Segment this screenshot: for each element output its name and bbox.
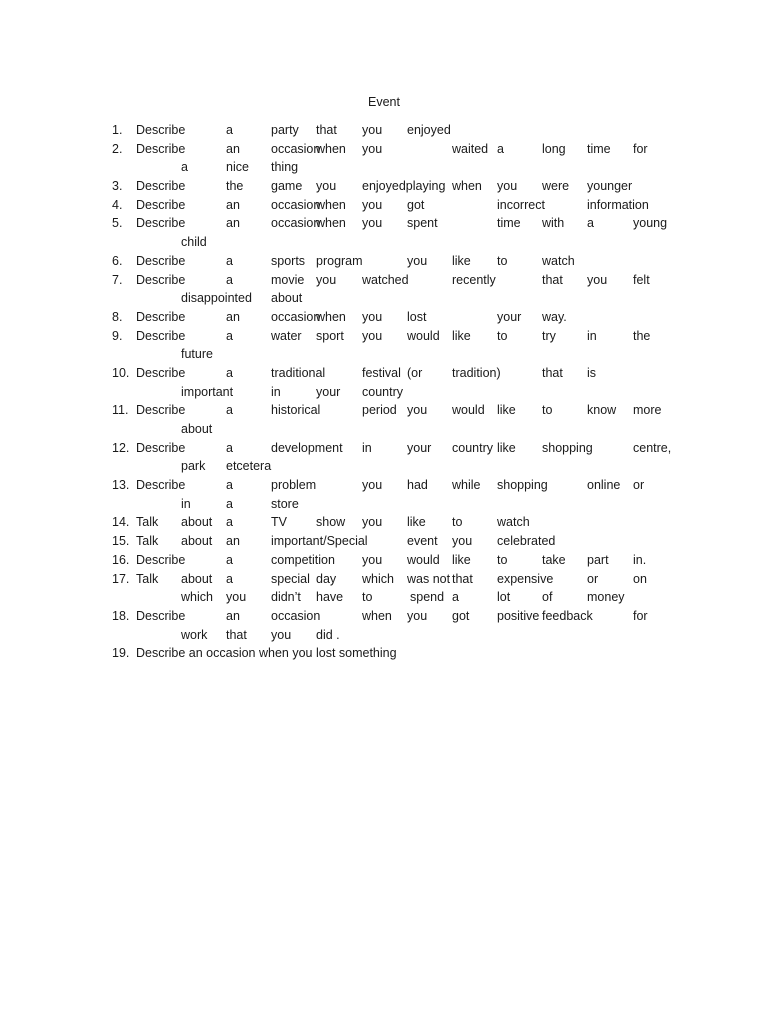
list-item-word: you <box>316 179 337 194</box>
list-item-word: way. <box>542 309 567 324</box>
list-item-continuation-line <box>0 158 768 177</box>
list-item-word: would <box>407 328 440 343</box>
list-item-word: to <box>497 328 508 343</box>
list-item-word: Describe <box>136 309 186 324</box>
list-item-word: you <box>362 309 383 324</box>
list-item-number: 2. <box>112 141 123 156</box>
list-item-word: money <box>587 590 625 605</box>
list-item-word: celebrated <box>497 534 556 549</box>
list-item-number: 9. <box>112 328 123 343</box>
list-item-word: incorrect <box>497 197 545 212</box>
list-item-word: that <box>226 627 247 642</box>
list-item-word: a <box>587 216 594 231</box>
list-item-word: like <box>452 552 471 567</box>
list-item-word: you <box>407 253 428 268</box>
list-item-word: Describe <box>136 478 186 493</box>
list-item-word: in <box>271 384 281 399</box>
list-item-word: you <box>407 403 428 418</box>
list-item-line <box>0 308 768 327</box>
list-item-word: with <box>542 216 565 231</box>
list-item-word: you <box>316 272 337 287</box>
list-item-word: game <box>271 179 303 194</box>
list-item-line <box>0 439 768 458</box>
list-item-word: a <box>181 160 188 175</box>
list-item-word: enjoyedplaying <box>362 179 446 194</box>
list-item-word: to <box>497 552 508 567</box>
list-item-word: an <box>226 309 240 324</box>
list-item-word: occasion <box>271 197 321 212</box>
list-item-word: you <box>362 478 383 493</box>
list-item-word: positive <box>497 608 540 623</box>
list-item-word: country <box>452 440 493 455</box>
list-item <box>0 551 768 570</box>
list-item-line <box>0 401 768 420</box>
list-item-word: centre, <box>633 440 672 455</box>
list-item <box>0 271 768 308</box>
list-item-word: have <box>316 590 344 605</box>
list-item-continuation-line <box>0 345 768 364</box>
list-item-word: country <box>362 384 403 399</box>
list-item-line <box>0 513 768 532</box>
list-item-word: while <box>452 478 481 493</box>
list-item-word: a <box>226 571 233 586</box>
list-item-word: important <box>181 384 234 399</box>
list-item-word: etcetera <box>226 459 272 474</box>
list-item-word: event <box>407 534 438 549</box>
list-item-word: you <box>226 590 247 605</box>
list-item-word: when <box>316 216 346 231</box>
list-item-word: enjoyed <box>407 123 451 137</box>
list-item-word: more <box>633 403 662 418</box>
list-item-word: in <box>362 440 372 455</box>
list-item-word: your <box>316 384 341 399</box>
list-item-word: Describe <box>136 216 186 231</box>
list-item-word: young <box>633 216 668 231</box>
list-item-word: an <box>226 534 240 549</box>
list-item-word: a <box>226 123 233 137</box>
list-item-word: Describe <box>136 272 186 287</box>
list-item-number: 4. <box>112 197 123 212</box>
list-item-word: watch <box>542 253 575 268</box>
list-item-word: which <box>181 590 213 605</box>
list-item-line <box>0 177 768 196</box>
list-item <box>0 308 768 327</box>
list-item-word: Describe <box>136 253 186 268</box>
list-item-word: would <box>407 552 440 567</box>
list-item-word: Describe <box>136 179 186 194</box>
list-item-word: for <box>633 608 648 623</box>
list-item-word: waited <box>452 141 489 156</box>
list-item-word: shopping <box>542 440 593 455</box>
list-item-word: expensive <box>497 571 554 586</box>
list-item-word: Describe <box>136 403 186 418</box>
list-item-word: in <box>181 496 191 511</box>
list-item <box>0 476 768 513</box>
list-item-word: your <box>497 309 522 324</box>
list-item <box>0 532 768 551</box>
list-item-word: development <box>271 440 343 455</box>
list-item-word: about <box>181 534 213 549</box>
list-item-line <box>0 196 768 215</box>
list-item-word: a <box>452 590 459 605</box>
list-item-word: lot <box>497 590 511 605</box>
list-item-continuation-line <box>0 233 768 252</box>
list-item-word: long <box>542 141 566 156</box>
list-item-word: watch <box>497 515 530 530</box>
list-item-word: you <box>497 179 518 194</box>
list-item-word: like <box>407 515 426 530</box>
list-item-number: 16. <box>112 552 130 567</box>
list-item-word: an <box>226 216 240 231</box>
list-item-number: 19. <box>112 646 130 661</box>
list-item-word: you <box>587 272 608 287</box>
list-item-word: online <box>587 478 621 493</box>
list-item-continuation-line <box>0 420 768 439</box>
list-item-number: 18. <box>112 608 130 623</box>
list-item-word: an <box>226 141 240 156</box>
list-item-word: of <box>542 590 553 605</box>
list-item-word: which <box>362 571 394 586</box>
list-item-line <box>0 140 768 159</box>
list-item-word: try <box>542 328 556 343</box>
list-item-word: disappointed <box>181 291 252 306</box>
list-item-word: competition <box>271 552 335 567</box>
list-item-line <box>0 551 768 570</box>
list-item-word: that <box>316 123 337 137</box>
list-item-word: time <box>587 141 611 156</box>
list-item-word: spend <box>410 590 445 605</box>
list-item-word: to <box>362 590 373 605</box>
list-item-word: a <box>226 272 233 287</box>
list-item-word: you <box>362 123 383 137</box>
topic-list <box>0 121 768 663</box>
list-item-word: Talk <box>136 571 159 586</box>
list-item-word: a <box>226 515 233 530</box>
list-item-word: that <box>542 272 563 287</box>
list-item-word: like <box>452 328 471 343</box>
list-item-word: about <box>271 291 303 306</box>
list-item-number: 7. <box>112 272 123 287</box>
list-item-word: had <box>407 478 428 493</box>
list-item-word: watched <box>362 272 409 287</box>
list-item-word: you <box>362 197 383 212</box>
list-item-word: you <box>271 627 292 642</box>
list-item-word: you <box>452 534 473 549</box>
list-item-word: Describe <box>136 328 186 343</box>
list-item-word: a <box>226 478 233 493</box>
list-item-word: sports <box>271 253 306 268</box>
list-item-number: 5. <box>112 216 123 231</box>
list-item-word: spent <box>407 216 438 231</box>
list-item-word: a <box>226 440 233 455</box>
list-item-number: 14. <box>112 515 130 530</box>
list-item-word: for <box>633 141 648 156</box>
list-item-number: 11. <box>112 403 129 418</box>
list-item <box>0 121 768 140</box>
list-item-word: would <box>452 403 485 418</box>
list-item-number: 1. <box>112 123 123 137</box>
list-item-word: future <box>181 347 213 362</box>
list-item-word: you <box>407 608 428 623</box>
list-item-line <box>0 532 768 551</box>
list-item-word: lost <box>407 309 427 324</box>
list-item-word: when <box>316 141 346 156</box>
list-item <box>0 196 768 215</box>
list-item-word: problem <box>271 478 317 493</box>
list-item-word: feedback <box>542 608 593 623</box>
list-item-word: got <box>452 608 470 623</box>
list-item-number: 15. <box>112 534 130 549</box>
list-item-word: a <box>226 328 233 343</box>
list-item-word: your <box>407 440 432 455</box>
list-item-word: didn’t <box>271 590 301 605</box>
list-item-word: thing <box>271 160 299 175</box>
list-item-word: the <box>226 179 244 194</box>
list-item-word: a <box>226 365 233 380</box>
list-item-word: occasion <box>271 141 321 156</box>
list-item-word: nice <box>226 160 249 175</box>
list-item-word: that <box>542 365 563 380</box>
list-item-word: you <box>362 141 383 156</box>
list-item-number: 10. <box>112 365 130 380</box>
list-item-word: like <box>497 440 516 455</box>
list-item-word: were <box>542 179 570 194</box>
list-item <box>0 607 768 644</box>
list-item-line <box>0 364 768 383</box>
list-item-word: recently <box>452 272 496 287</box>
list-item-word: important/Special <box>271 534 368 549</box>
list-item-number: 17. <box>112 571 130 586</box>
list-item <box>0 644 768 663</box>
list-item <box>0 513 768 532</box>
list-item-word: like <box>452 253 471 268</box>
list-item-word: shopping <box>497 478 548 493</box>
list-item-word: program <box>316 253 363 268</box>
list-item-word: you <box>362 328 383 343</box>
list-item-number: 12. <box>112 440 130 455</box>
list-item-word: Describe <box>136 141 186 156</box>
list-item-word: work <box>181 627 208 642</box>
list-item-word: Describe <box>136 608 186 623</box>
list-item-word: in. <box>633 552 647 567</box>
list-item-word: period <box>362 403 397 418</box>
list-item-word: Describe <box>136 365 186 380</box>
list-item-word: when <box>316 309 346 324</box>
list-item <box>0 252 768 271</box>
list-item-continuation-line <box>0 588 768 607</box>
list-item-word: was not <box>407 571 451 586</box>
list-item-word: park <box>181 459 206 474</box>
list-item-word: movie <box>271 272 305 287</box>
list-item-word: Describe <box>136 197 186 212</box>
list-item-word: historical <box>271 403 321 418</box>
list-item <box>0 364 768 401</box>
list-item-number: 3. <box>112 179 123 194</box>
list-item-word: a <box>226 253 233 268</box>
list-item-word: you <box>362 216 383 231</box>
list-item-word: you <box>362 552 383 567</box>
list-item-word: that <box>452 571 473 586</box>
list-item-word: to <box>497 253 508 268</box>
list-item <box>0 140 768 177</box>
list-item <box>0 177 768 196</box>
list-item-line <box>0 476 768 495</box>
list-item-word: show <box>316 515 346 530</box>
list-item-word: a <box>226 552 233 567</box>
list-item-line <box>0 214 768 233</box>
list-item-continuation-line <box>0 626 768 645</box>
list-item-continuation-line <box>0 383 768 402</box>
list-item-word: Talk <box>136 515 159 530</box>
list-item-word: Describe <box>136 123 186 137</box>
list-item-line <box>0 607 768 626</box>
list-item-word: store <box>271 496 299 511</box>
list-item-word: like <box>497 403 516 418</box>
list-item-word: know <box>587 403 617 418</box>
list-item-word: party <box>271 123 299 137</box>
list-item-word: day <box>316 571 337 586</box>
list-item-word: traditional <box>271 365 326 380</box>
list-item-word: to <box>542 403 553 418</box>
list-item-word: an <box>226 608 240 623</box>
list-item-line <box>0 644 768 663</box>
list-item-word: a <box>226 496 233 511</box>
list-item-number: 6. <box>112 253 123 268</box>
list-item-word: you <box>362 515 383 530</box>
list-item-word: got <box>407 197 425 212</box>
list-item-word: water <box>271 328 302 343</box>
list-item-word: or <box>587 571 599 586</box>
list-item-line <box>0 121 768 140</box>
list-item <box>0 570 768 607</box>
list-item-word: when <box>362 608 392 623</box>
list-item-word: an <box>226 197 240 212</box>
list-item <box>0 401 768 438</box>
list-item-line <box>0 271 768 290</box>
list-item-word: a <box>497 141 504 156</box>
list-item <box>0 327 768 364</box>
list-item-word: part <box>587 552 609 567</box>
list-item-word: did . <box>316 627 340 642</box>
list-item-word: on <box>633 571 647 586</box>
list-item-word: festival <box>362 365 401 380</box>
list-item-word: occasion <box>271 216 321 231</box>
list-item-word: about <box>181 422 213 436</box>
list-item-word: about <box>181 515 213 530</box>
list-item-word: Talk <box>136 534 159 549</box>
list-item-word: special <box>271 571 310 586</box>
list-item-word: the <box>633 328 651 343</box>
list-item-word: sport <box>316 328 344 343</box>
list-item-number: 8. <box>112 309 123 324</box>
list-item-word: information <box>587 197 649 212</box>
page-title: Event <box>368 95 400 109</box>
list-item-line <box>0 570 768 589</box>
list-item-word: when <box>452 179 482 194</box>
list-item-word: occasion <box>271 309 321 324</box>
list-item-number: 13. <box>112 478 130 493</box>
list-item-line <box>0 327 768 346</box>
list-item <box>0 214 768 251</box>
list-item-word: occasion <box>271 608 321 623</box>
list-item-word: (or <box>407 365 423 380</box>
list-item-word: Describe <box>136 440 186 455</box>
list-item-word: younger <box>587 179 633 194</box>
list-item-continuation-line <box>0 289 768 308</box>
list-item-word: about <box>181 571 213 586</box>
list-item-word: is <box>587 365 597 380</box>
list-item-continuation-line <box>0 495 768 514</box>
list-item-word: time <box>497 216 521 231</box>
list-item-word: or <box>633 478 645 493</box>
list-item <box>0 439 768 476</box>
list-item-word: take <box>542 552 566 567</box>
list-item-word: Describe <box>136 552 186 567</box>
list-item-word: felt <box>633 272 650 287</box>
list-item-word: in <box>587 328 597 343</box>
list-item-word: a <box>226 403 233 418</box>
list-item-word: to <box>452 515 463 530</box>
list-item-word: tradition) <box>452 365 501 380</box>
list-item-word: when <box>316 197 346 212</box>
list-item-word: TV <box>271 515 287 530</box>
list-item-line <box>0 252 768 271</box>
list-item-word: Describe an occasion when you lost something <box>136 646 397 661</box>
list-item-word: child <box>181 235 207 250</box>
list-item-continuation-line <box>0 457 768 476</box>
